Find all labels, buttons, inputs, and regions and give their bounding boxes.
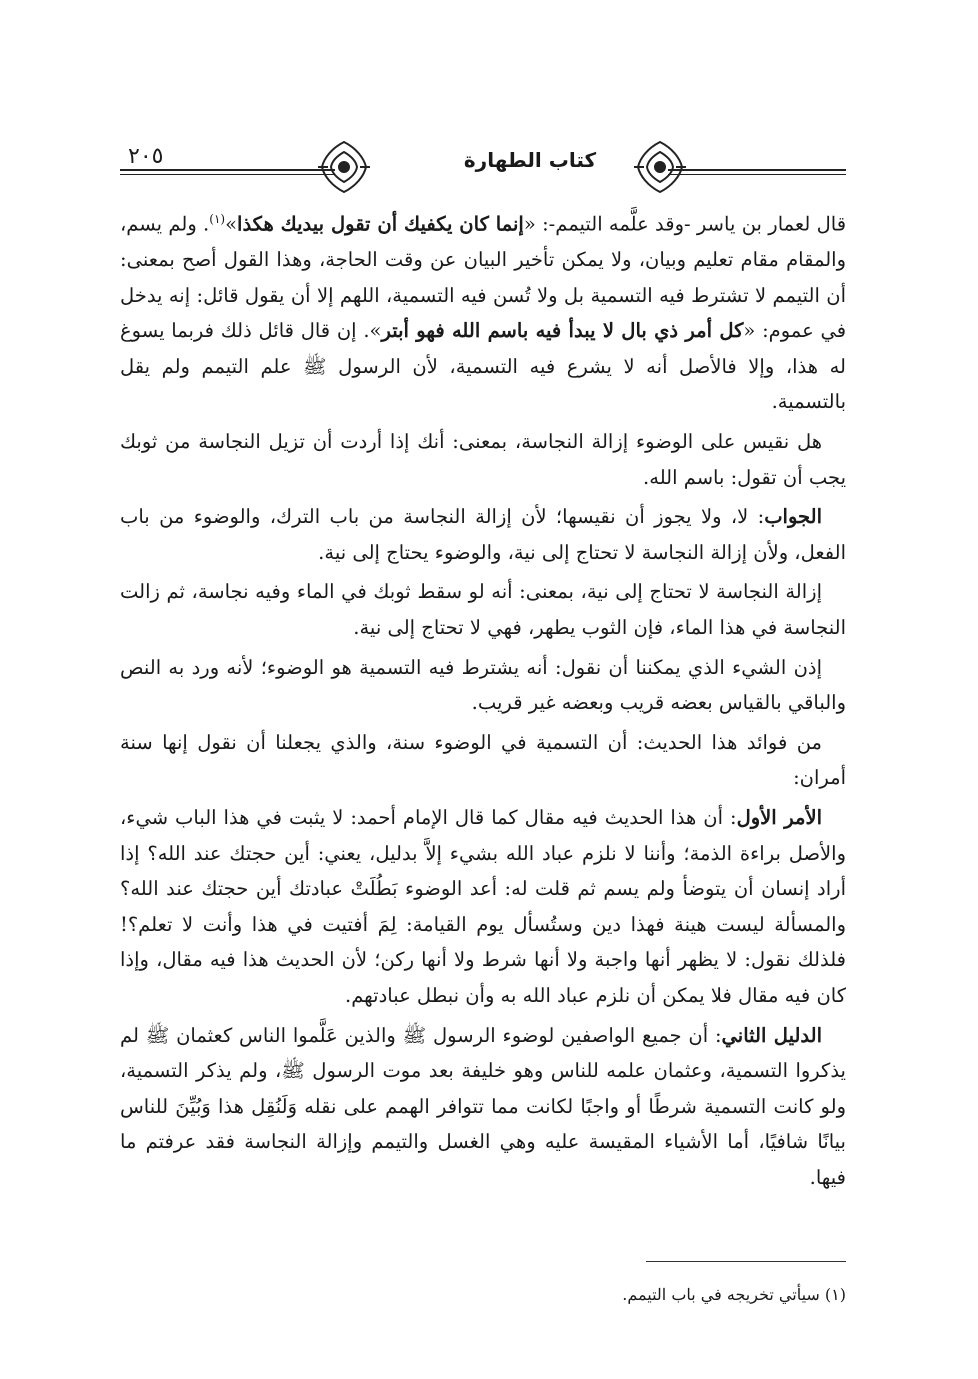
header-rule-left-thin (120, 174, 335, 175)
footnote: (١) سيأتي تخريجه في باب التيمم. (622, 1285, 846, 1304)
page-header (120, 138, 846, 196)
header-rule-right (668, 169, 846, 171)
paragraph-answer: الجواب: لا، ولا يجوز أن نقيسها؛ لأن إزالة النجاسة من باب الترك، والوضوء من باب الفعل، ولأن إزالة النجاسة لا تحتاج إلى نية، والوضوء يحتاج إلى نية. (120, 505, 846, 564)
answer-label: الجواب (764, 505, 822, 529)
paragraph-1: قال لعمار بن ياسر -وقد علَّمه التيمم-: «إنما كان يكفيك أن تقول بيديك هكذا»$^{(١)}$. ولم يسم، والمقام مقام تعليم وبيان، ولا يمكن تأخير البيان عن وقت الحاجة، وهذا القول أصح بمعنى: أن التيمم لا تشترط فيه التسمية بل ولا تُسن فيه التسمية، اللهم إلا أن يقول قائل: إنه يدخل في عموم: «كل أمر ذي بال لا يبدأ فيه باسم الله فهو أبتر». إن قال قائل ذلك فربما يسوغ له هذا، وإلا فالأصل أنه لا يشرع فيه التسمية، لأن الرسول ﷺ علم التيمم ولم يقل بالتسمية. (120, 212, 847, 414)
paragraph-6: من فوائد هذا الحديث: أن التسمية في الوضوء سنة، والذي يجعلنا أن نقول إنها سنة أمران: (120, 730, 846, 790)
main-text (120, 202, 846, 1200)
right-ornament-icon (632, 138, 688, 196)
footnote-separator (646, 1261, 846, 1262)
paragraph-first-matter: الأمر الأول: أن هذا الحديث فيه مقال كما قال الإمام أحمد: لا يثبت في هذا الباب شيء، والأصل براءة الذمة؛ وأننا لا نلزم عباد الله بشيء إلاَّ بدليل، يعني: أين حجتك عند الله؟ إذا أراد إنسان أن يتوضأ ولم يسم ثم قلت له: أعد الوضوء بَطُلَتْ عبادتك أين حجتك عند الله؟ والمسألة ليست هينة فهذا دين وستُسأل يوم القيامة: لِمَ أفتيت في هذا وأنت لا تعلم؟! فلذلك نقول: لا يظهر أنها واجبة ولا أنها شرط ولا أنها ركن؛ لأن الحديث هذا فيه مقال، وإذا كان فيه مقال فلا يمكن أن نلزم عباد الله به وأن نبطل عبادتهم. (120, 806, 846, 1007)
paragraph-second-evidence: الدليل الثاني: أن جميع الواصفين لوضوء الرسول ﷺ والذين عَلَّموا الناس كعثمان ﷺ لم يذكروا التسمية، وعثمان علمه للناس وهو خليفة بعد موت الرسول ﷺ، ولم يذكر التسمية، ولو كانت التسمية شرطًا أو واجبًا لكانت مما تتوافر الهمم على نقله وَلَنُقِل هذا وَبُيِّنَ للناس بيانًا شافيًا، أما الأشياء المقيسة عليه وهي الغسل والتيمم وإزالة النجاسة فقد عرفتم ما فيها. (120, 1023, 846, 1189)
paragraph-5: إذن الشيء الذي يمكننا أن نقول: أنه يشترط فيه التسمية هو الوضوء؛ لأنه ورد به النص والباقي بالقياس بعضه قريب وبعضه غير قريب. (120, 655, 846, 715)
book-title: كتاب الطهارة (463, 148, 597, 172)
first-matter-label: الأمر الأول (736, 806, 823, 829)
footnote-ref-1[interactable]: (١) (209, 212, 226, 226)
header-rule-right-thin (668, 174, 846, 175)
hadith-quote-2: كل أمر ذي بال لا يبدأ فيه باسم الله فهو أبتر (381, 319, 744, 343)
paragraph-4: إزالة النجاسة لا تحتاج إلى نية، بمعنى: أنه لو سقط ثوبك في الماء وفيه نجاسة، ثم زالت النجاسة في هذا الماء، فإن الثوب يطهر، فهي لا تحتاج إلى نية. (120, 580, 846, 640)
hadith-quote-1: إنما كان يكفيك أن تقول بيديك هكذا (237, 212, 524, 236)
header-rule-left (120, 169, 335, 171)
second-evidence-label: الدليل الثاني (721, 1023, 822, 1047)
paragraph-2: هل نقيس على الوضوء إزالة النجاسة، بمعنى: أنك إذا أردت أن تزيل النجاسة من ثوبك يجب أن تقول: باسم الله. (120, 430, 846, 489)
page-number: ٢٠٥ (128, 144, 164, 169)
left-ornament-icon (316, 138, 372, 196)
